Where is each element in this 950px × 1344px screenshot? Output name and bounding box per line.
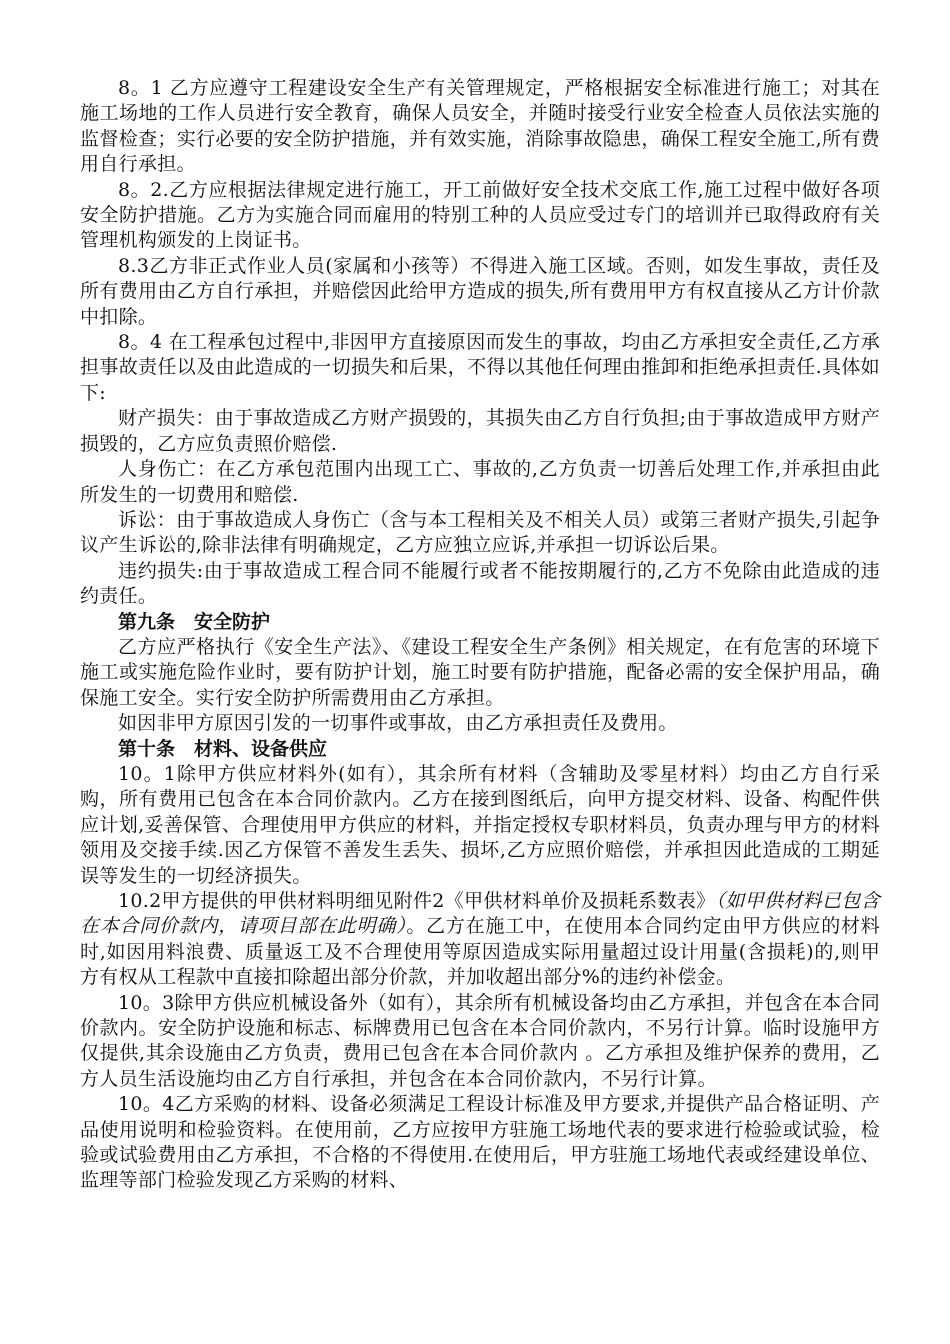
clause-8-2: 8。2.乙方应根据法律规定进行施工，开工前做好安全技术交底工作,施工过程中做好各项安全防护措施。乙方为实施合同而雇用的特别工种的人员应受过专门的培训并已取得政府有关管理机构颁发的上岗证书。: [80, 178, 880, 252]
clause-10-2-italic-note: （如甲供材料已包含在本合同价款内，请项目部在此明确）: [80, 890, 881, 938]
clause-10-1: 10。1除甲方供应材料外(如有），其余所有材料（含辅助及零星材料）均由乙方自行采购，所有费用已包含在本合同价款内。乙方在接到图纸后，向甲方提交材料、设备、构配件供应计划,妥善保管、合理使用甲方供应的材料，并指定授权专职材料员，负责办理与甲方的材料领用及交接手续.因乙方保管不善发生丢失、损坏,乙方应照价赔偿，并承担因此造成的工期延误等发生的一切经济损失。: [80, 762, 880, 887]
clause-8-3: 8.3乙方非正式作业人员(家属和小孩等）不得进入施工区域。否则，如发生事故，责任及所有费用由乙方自行承担，并赔偿因此给甲方造成的损失,所有费用甲方有权直接从乙方计价款中扣除。: [80, 254, 880, 328]
clause-10-heading: 第十条 材料、设备供应: [118, 737, 328, 760]
clause-9-paragraph-1: 乙方应严格执行《安全生产法》、《建设工程安全生产条例》相关规定，在有危害的环境下施工或实施危险作业时，要有防护计划，施工时要有防护措施，配备必需的安全保护用品，确保施工安全。实行安全防护所需费用由乙方承担。: [80, 635, 880, 709]
contract-page: [80, 76, 880, 1194]
clause-9-heading: 第九条 安全防护: [118, 610, 271, 633]
clause-10-4: 10。4乙方采购的材料、设备必须满足工程设计标准及甲方要求,并提供产品合格证明、产品使用说明和检验资料。在使用前，乙方应按甲方驻施工场地代表的要求进行检验或试验，检验或试验费用由乙方承担，不合格的不得使用.在使用后，甲方驻施工场地代表或经建设单位、监理等部门检验发现乙方采购的材料、: [80, 1093, 880, 1192]
breach-loss-paragraph: 违约损失:由于事故造成工程合同不能履行或者不能按期履行的,乙方不免除由此造成的违约责任。: [80, 559, 880, 608]
clause-10-2-part-b: 。乙方在施工中，在使用本合同约定由甲方供应的材料时,如因用料浪费、质量返工及不合理使用等原因造成实际用量超过设计用量(含损耗)的,则甲方有权从工程款中直接扣除超出部分价款，并加收超出部分%的违约补偿金。: [80, 915, 881, 989]
clause-8-4: 8。4 在工程承包过程中,非因甲方直接原因而发生的事故，均由乙方承担安全责任,乙方承担事故责任以及由此造成的一切损失和后果，不得以其他任何理由推卸和拒绝承担责任.具体如下:: [80, 331, 880, 404]
clause-9-paragraph-2: 如因非甲方原因引发的一切事件或事故，由乙方承担责任及费用。: [118, 712, 678, 735]
clause-10-3: 10。3除甲方供应机械设备外（如有），其余所有机械设备均由乙方承担，并包含在本合同价款内。安全防护设施和标志、标牌费用已包含在本合同价款内，不另行计算。临时设施甲方仅提供,其余设施由乙方负责，费用已包含在本合同价款内 。乙方承担及维护保养的费用，乙方人员生活设施均由乙方自行承担，并包含在本合同价款内，不另行计算。: [80, 991, 880, 1090]
clause-10-2-part-a: 10.2甲方提供的甲供材料明细见附件2《甲供材料单价及损耗系数表》: [118, 890, 716, 912]
clause-10-2: [80, 889, 880, 991]
clause-8-1: 8。1 乙方应遵守工程建设安全生产有关管理规定，严格根据安全标准进行施工；对其在施工场地的工作人员进行安全教育，确保人员安全，并随时接受行业安全检查人员依法实施的监督检查；实行必要的安全防护措施，并有效实施，消除事故隐患，确保工程安全施工,所有费用自行承担。: [80, 77, 880, 176]
property-loss-paragraph: 财产损失：由于事故造成乙方财产损毁的，其损失由乙方自行负担;由于事故造成甲方财产损毁的，乙方应负责照价赔偿.: [80, 407, 880, 455]
personal-injury-paragraph: 人身伤亡：在乙方承包范围内出现工亡、事故的,乙方负责一切善后处理工作,并承担由此所发生的一切费用和赔偿.: [80, 458, 880, 506]
litigation-paragraph: 诉讼：由于事故造成人身伤亡（含与本工程相关及不相关人员）或第三者财产损失,引起争议产生诉讼的,除非法律有明确规定，乙方应独立应诉,并承担一切诉讼后果。: [80, 508, 880, 557]
